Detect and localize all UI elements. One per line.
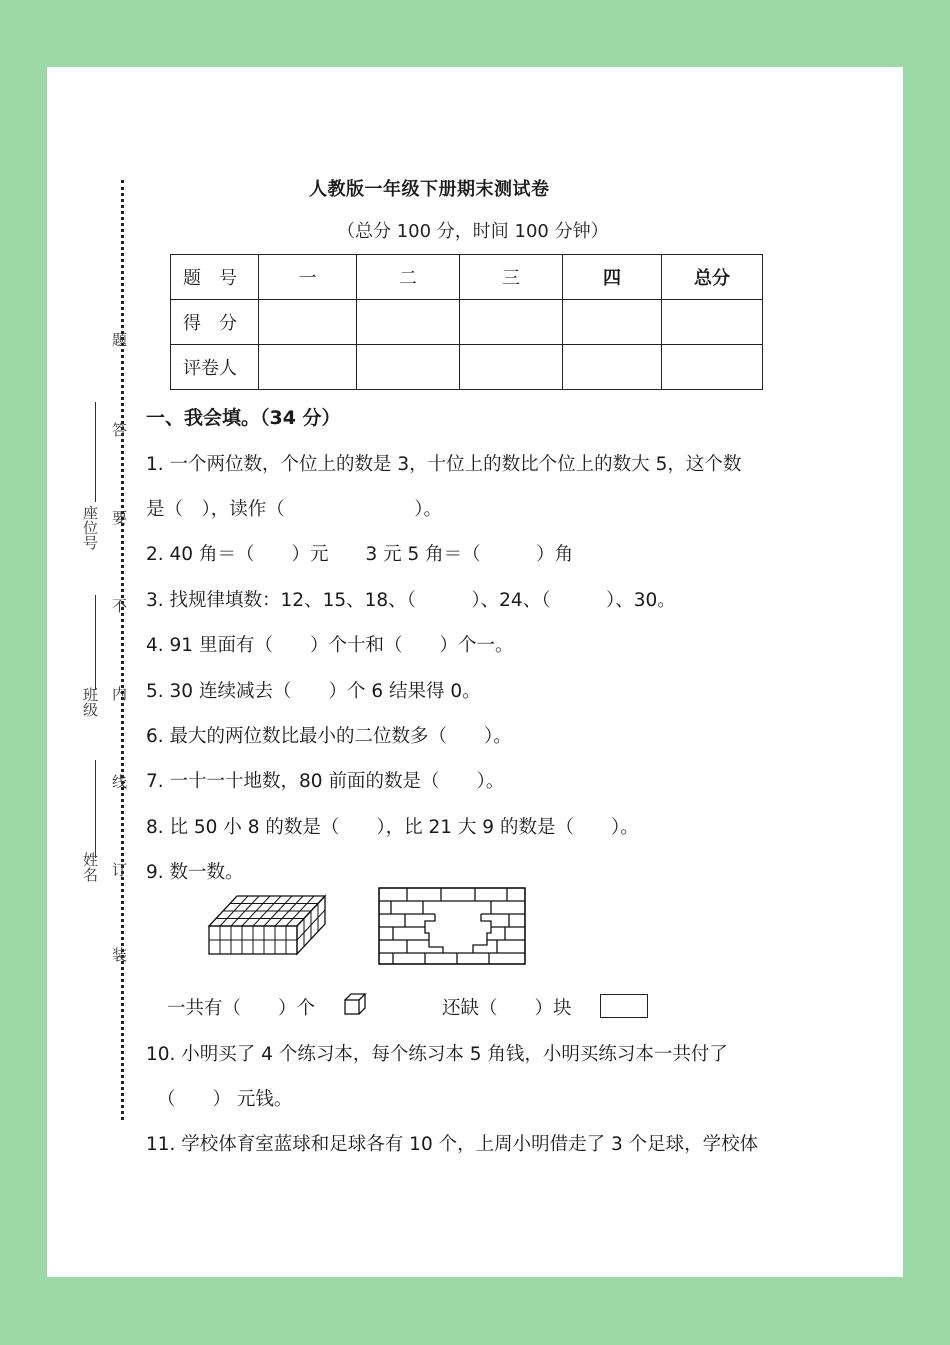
table-header-cell: 题 号 — [171, 255, 259, 300]
cut-line-char: 内 — [110, 686, 128, 701]
question-8: 8. 比 50 小 8 的数是（ ），比 21 大 9 的数是（ ）。 — [146, 817, 639, 838]
question-11-line-1: 11. 学校体育室蓝球和足球各有 10 个，上周小明借走了 3 个足球，学校体 — [146, 1134, 759, 1155]
grader-row — [171, 345, 763, 390]
question-3: 3. 找规律填数：12、15、18、（ ）、24、（ ）、30。 — [146, 590, 676, 611]
cut-line-char: 题 — [110, 332, 128, 347]
score-table-header-row — [171, 255, 763, 300]
table-header-cell: 一 — [259, 255, 357, 300]
grader-input-cell[interactable] — [259, 345, 357, 390]
seat-field-line — [95, 402, 96, 502]
cut-line-char: 线 — [110, 774, 128, 789]
class-field-label: 班级 — [81, 687, 99, 717]
score-input-cell[interactable] — [357, 300, 460, 345]
seat-field-label: 座位号 — [81, 505, 99, 550]
score-input-cell[interactable] — [563, 300, 662, 345]
score-row — [171, 300, 763, 345]
grader-input-cell[interactable] — [460, 345, 563, 390]
cut-line-char: 要 — [110, 510, 128, 525]
binding-dotted-line — [121, 180, 124, 1120]
question-1-line-1: 1. 一个两位数，个位上的数是 3，十位上的数比个位上的数大 5，这个数 — [146, 454, 742, 475]
brick-wall-figure — [377, 885, 529, 967]
q9-missing-bricks-text: 还缺（ ）块 — [442, 998, 572, 1019]
exam-paper — [47, 67, 903, 1277]
exam-subtitle: （总分 100 分，时间 100 分钟） — [337, 221, 609, 242]
class-field-line — [95, 595, 96, 690]
table-header-cell: 三 — [460, 255, 563, 300]
question-6: 6. 最大的两位数比最小的二位数多（ ）。 — [146, 726, 512, 747]
cut-line-char: 答 — [110, 422, 128, 437]
score-input-cell[interactable] — [259, 300, 357, 345]
cube-stack-figure — [207, 892, 329, 962]
brick-icon — [600, 994, 648, 1018]
table-header-cell: 二 — [357, 255, 460, 300]
score-input-cell[interactable] — [460, 300, 563, 345]
grader-input-cell[interactable] — [662, 345, 763, 390]
question-10-line-2: （ ） 元钱。 — [157, 1089, 293, 1110]
table-row-label: 得 分 — [171, 300, 259, 345]
name-field-line — [95, 760, 96, 858]
table-header-cell: 四 — [563, 255, 662, 300]
section-heading: 一、我会填。（34 分） — [146, 407, 341, 429]
brick-rows — [379, 888, 525, 964]
question-4: 4. 91 里面有（ ）个十和（ ）个一。 — [146, 635, 514, 656]
table-header-cell: 总分 — [662, 255, 763, 300]
cut-line-char: 装 — [110, 947, 128, 962]
table-row-label: 评卷人 — [171, 345, 259, 390]
question-9: 9. 数一数。 — [146, 862, 244, 883]
score-input-cell[interactable] — [662, 300, 763, 345]
grader-input-cell[interactable] — [563, 345, 662, 390]
score-table — [170, 254, 763, 390]
grader-input-cell[interactable] — [357, 345, 460, 390]
question-1-line-2: 是（ ），读作（ ）。 — [146, 499, 443, 520]
q9-cube-count-text: 一共有（ ）个 — [167, 998, 316, 1019]
cut-line-char: 订 — [110, 862, 128, 877]
exam-title: 人教版一年级下册期末测试卷 — [309, 179, 550, 200]
question-10-line-1: 10. 小明买了 4 个练习本，每个练习本 5 角钱，小明买练习本一共付了 — [146, 1044, 728, 1065]
question-5: 5. 30 连续减去（ ）个 6 结果得 0。 — [146, 681, 481, 702]
question-7: 7. 一十一十地数，80 前面的数是（ ）。 — [146, 771, 505, 792]
name-field-label: 姓名 — [81, 852, 99, 882]
cut-line-char: 不 — [110, 598, 128, 613]
cube-icon — [343, 992, 367, 1016]
question-2: 2. 40 角＝（ ）元 3 元 5 角＝（ ）角 — [146, 544, 574, 565]
